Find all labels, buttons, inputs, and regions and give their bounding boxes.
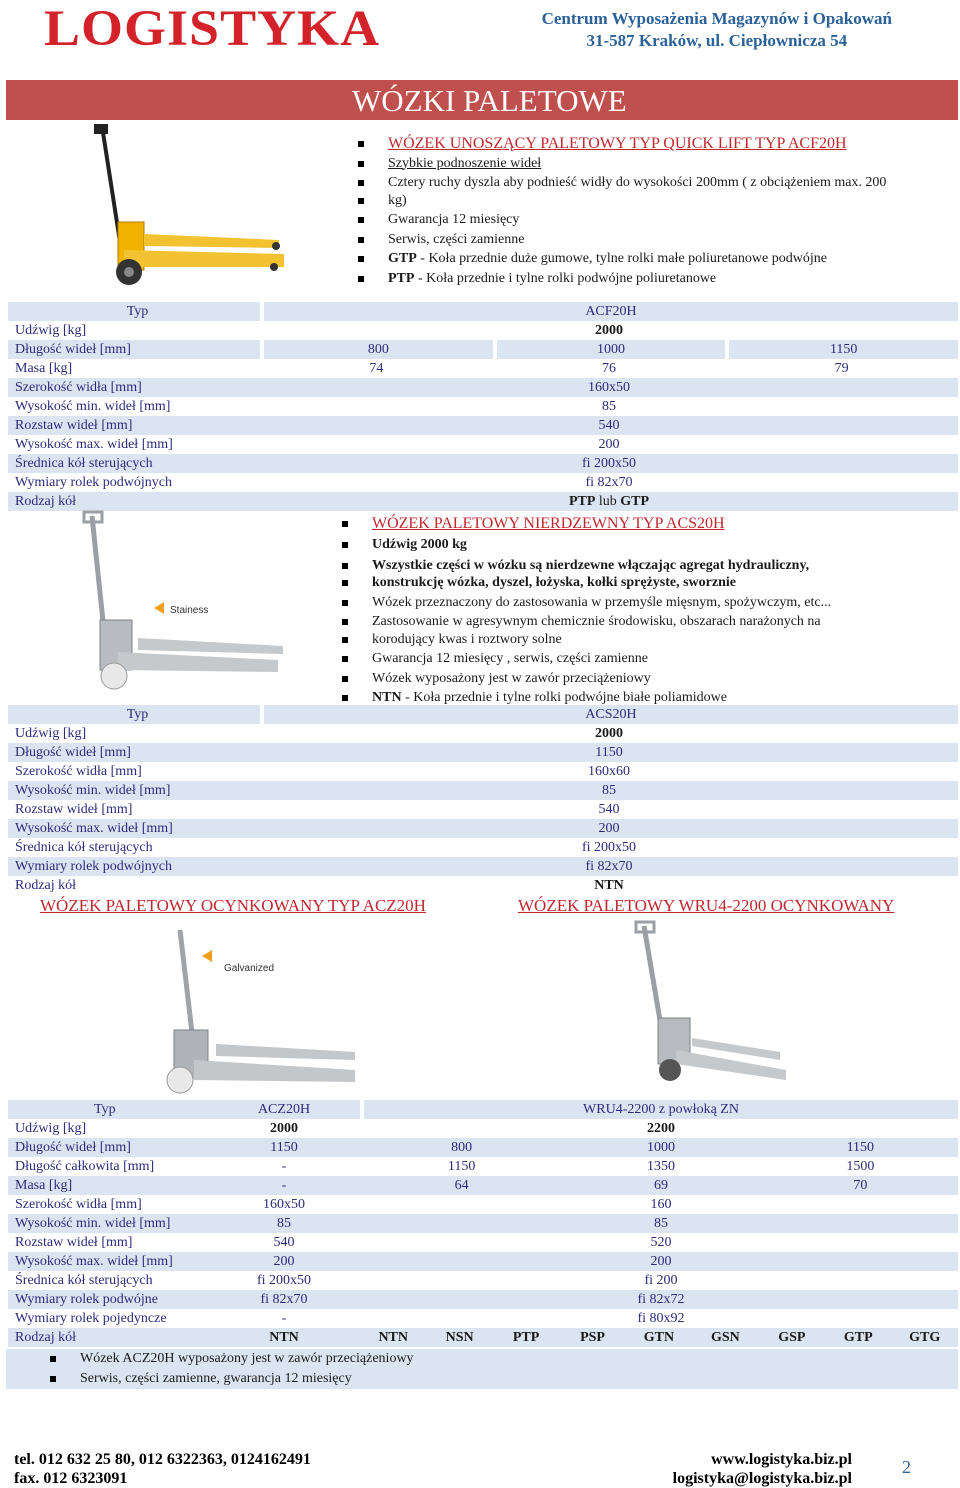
table-row — [8, 473, 958, 492]
company-logo — [44, 0, 390, 57]
table-row — [8, 724, 958, 743]
row-value: fi 200x50 — [581, 840, 637, 855]
list-item: Wózek ACZ20H wyposażony jest w zawór przeciążeniowy — [48, 1349, 928, 1369]
list-item: konstrukcję wózka, dyszel, łożyska, kołki sprężyste, sworznie — [340, 573, 956, 593]
page-title: WÓZKI PALETOWE — [352, 83, 627, 118]
wru-value: 200 — [650, 1254, 672, 1269]
row-value: 200 — [260, 819, 958, 838]
wheel-type: GTN — [643, 1330, 675, 1345]
table-row — [8, 1328, 958, 1347]
row-value: 85 — [602, 399, 616, 414]
row-value: 160x50 — [260, 378, 958, 397]
footer-phone: tel. 012 632 25 80, 012 6322363, 0124162491 — [14, 1451, 311, 1468]
table-row — [8, 705, 958, 724]
row-label: Rozstaw wideł [mm] — [15, 1235, 133, 1250]
table-header-value: ACS20H — [264, 705, 958, 724]
wru4-title: WÓZEK PALETOWY WRU4-2200 OCYNKOWANY — [518, 896, 895, 915]
row-label: Średnica kół sterujących — [15, 840, 153, 855]
row-value: 2000 — [595, 726, 623, 741]
row-label: Rozstaw wideł [mm] — [15, 802, 133, 817]
galvanized-label: Galvanized — [224, 963, 275, 974]
row-value: 540 — [260, 416, 958, 435]
table-row — [8, 1290, 958, 1309]
table-row — [8, 359, 958, 378]
list-item: GTP - Koła przednie duże gumowe, tylne rolki małe poliuretanowe podwójne — [356, 249, 956, 269]
row-value: 74 — [369, 361, 384, 376]
table-row — [8, 1309, 958, 1328]
row-label: Rodzaj kół — [15, 878, 77, 893]
list-item: Gwarancja 12 miesięcy , serwis, części zamienne — [340, 649, 956, 669]
row-label: Masa [kg] — [15, 361, 73, 376]
acs20h-stainless-truck-image — [78, 510, 288, 692]
acz-value: fi 200x50 — [256, 1273, 312, 1288]
list-item: Serwis, części zamienne, gwarancja 12 miesięcy — [48, 1369, 928, 1389]
footer-contact — [14, 1450, 311, 1488]
table-row — [8, 1214, 958, 1233]
row-label: Wysokość max. wideł [mm] — [15, 437, 173, 452]
wru-value: 1000 — [646, 1140, 675, 1155]
table-header-acz: ACZ20H — [208, 1100, 360, 1119]
table-row — [8, 781, 958, 800]
row-label: Wymiary rolek pojedyncze — [15, 1311, 167, 1326]
row-label: Wysokość min. wideł [mm] — [15, 399, 171, 414]
row-value: 79 — [834, 361, 849, 376]
list-item: Szybkie podnoszenie wideł — [356, 154, 956, 174]
footer-web — [668, 1450, 852, 1488]
row-label: Długość wideł [mm] — [8, 340, 260, 359]
row-label: Średnica kół sterujących — [8, 454, 260, 473]
table-row — [8, 876, 958, 895]
acs20h-spec-table — [8, 705, 958, 895]
wheel-type: NTN — [378, 1330, 408, 1345]
acf20h-features — [356, 134, 956, 288]
page-banner — [6, 80, 958, 120]
row-label: Rodzaj kół — [8, 492, 260, 511]
table-row — [8, 762, 958, 781]
table-row — [8, 1195, 958, 1214]
table-row — [8, 1100, 958, 1119]
row-label: Wymiary rolek podwójnych — [8, 857, 260, 876]
table-row — [8, 800, 958, 819]
table-row — [8, 397, 958, 416]
list-item: WÓZEK UNOSZĄCY PALETOWY TYP QUICK LIFT TYP ACF20H — [356, 134, 956, 154]
list-item: Wózek wyposażony jest w zawór przeciążeniowy — [340, 669, 956, 689]
company-address: 31-587 Kraków, ul. Ciepłownicza 54 — [586, 31, 848, 50]
row-label: Wymiary rolek podwójne — [15, 1292, 159, 1307]
row-label: Udźwig [kg] — [15, 726, 87, 741]
list-item: WÓZEK PALETOWY NIERDZEWNY TYP ACS20H — [340, 514, 956, 534]
page-number: 2 — [902, 1457, 911, 1477]
table-row — [8, 416, 958, 435]
row-label: Długość wideł [mm] — [15, 1140, 131, 1155]
wru-value: 70 — [853, 1178, 868, 1193]
list-item: Serwis, części zamienne — [356, 230, 956, 250]
table-header-value: ACF20H — [264, 302, 958, 321]
table-row — [8, 838, 958, 857]
row-label: Wysokość min. wideł [mm] — [15, 1216, 171, 1231]
row-label: Długość wideł [mm] — [8, 743, 260, 762]
acz-value: - — [281, 1311, 287, 1326]
row-value: 76 — [602, 361, 616, 376]
row-value: 200 — [598, 437, 620, 452]
row-value: PTP lub GTP — [260, 492, 958, 511]
table-row — [8, 819, 958, 838]
list-item: Wózek przeznaczony do zastosowania w przemyśle mięsnym, spożywczym, etc... — [340, 593, 956, 613]
row-value: 800 — [264, 340, 493, 359]
table-header-wru: WRU4-2200 z powłoką ZN — [364, 1100, 958, 1119]
row-value: 1150 — [729, 340, 958, 359]
wru-value: 1150 — [447, 1159, 476, 1174]
row-label: Masa [kg] — [15, 1178, 73, 1193]
wru-value: 69 — [653, 1178, 668, 1193]
table-row — [8, 435, 958, 454]
acz20h-notes — [48, 1349, 928, 1388]
row-value: NTN — [594, 878, 624, 893]
row-value: fi 200x50 — [260, 454, 958, 473]
wru-value: 520 — [650, 1235, 672, 1250]
row-value: 1000 — [497, 340, 726, 359]
row-label: Szerokość widła [mm] — [15, 764, 142, 779]
acz20h-title: WÓZEK PALETOWY OCYNKOWANY TYP ACZ20H — [40, 896, 426, 915]
wru-value: fi 200 — [644, 1273, 678, 1288]
row-label: Udźwig [kg] — [15, 323, 87, 338]
row-label: Rozstaw wideł [mm] — [8, 416, 260, 435]
table-header-label: Typ — [8, 302, 260, 321]
wru-value: 2200 — [647, 1121, 675, 1136]
table-row — [8, 1138, 958, 1157]
wheel-type: PSP — [580, 1330, 605, 1345]
acz-value: 540 — [273, 1235, 295, 1250]
table-row — [8, 1176, 958, 1195]
company-name: Centrum Wyposażenia Magazynów i Opakowań — [541, 9, 892, 28]
row-label: Wysokość min. wideł [mm] — [8, 781, 260, 800]
list-item: korodujący kwas i roztwory solne — [340, 630, 956, 650]
table-row — [8, 492, 958, 511]
table-row — [8, 1271, 958, 1290]
wheel-type: PTP — [512, 1330, 540, 1345]
acz20h-galvanized-truck-image — [150, 920, 360, 1100]
table-header-label: Typ — [8, 705, 260, 724]
wheel-type: GTP — [843, 1330, 873, 1345]
row-label: Udźwig [kg] — [15, 1121, 87, 1136]
row-label: Szerokość widła [mm] — [8, 378, 260, 397]
row-value: 2000 — [595, 323, 623, 338]
footer-fax: fax. 012 6323091 — [14, 1470, 128, 1487]
row-value: fi 82x70 — [585, 475, 633, 490]
wru-value: 1350 — [646, 1159, 675, 1174]
table-row — [8, 743, 958, 762]
wheel-type: NTN — [269, 1330, 299, 1345]
row-label: Rodzaj kół — [15, 1330, 77, 1345]
list-item: Udźwig 2000 kg — [340, 535, 956, 555]
table-row — [8, 302, 958, 321]
row-value: 160x60 — [588, 764, 630, 779]
table-row — [8, 1119, 958, 1138]
acs20h-features — [340, 514, 956, 708]
wru-value: fi 82x72 — [637, 1292, 685, 1307]
wru-value: 800 — [451, 1140, 473, 1155]
wheel-type: GTG — [909, 1330, 941, 1345]
list-item: Wszystkie części w wózku są nierdzewne włączając agregat hydrauliczny, — [340, 556, 956, 576]
acz-value: 2000 — [270, 1121, 298, 1136]
acz-value: 85 — [277, 1216, 291, 1231]
table-row — [8, 321, 958, 340]
list-item: Cztery ruchy dyszla aby podnieść widły do wysokości 200mm ( z obciążeniem max. 200 — [356, 173, 956, 193]
company-info — [542, 8, 892, 52]
row-value: 85 — [260, 781, 958, 800]
acf20h-spec-table — [8, 302, 958, 511]
acz-value: fi 82x70 — [260, 1292, 308, 1307]
wru-value: 160 — [650, 1197, 672, 1212]
list-item: NTN - Koła przednie i tylne rolki podwójne białe poliamidowe — [340, 688, 956, 708]
row-label: Średnica kół sterujących — [15, 1273, 153, 1288]
footer-email-link[interactable]: logistyka@logistyka.biz.pl — [672, 1470, 852, 1487]
wru-value: 1150 — [846, 1140, 875, 1155]
row-label: Wysokość max. wideł [mm] — [15, 1254, 173, 1269]
acz-value: 200 — [273, 1254, 295, 1269]
table-row — [8, 454, 958, 473]
row-value: fi 82x70 — [260, 857, 958, 876]
table-row — [8, 340, 958, 359]
wheel-type: GSN — [711, 1330, 740, 1345]
wheel-type: NSN — [445, 1330, 474, 1345]
table-row — [8, 1157, 958, 1176]
stainless-label: Stainess — [170, 605, 209, 616]
wru-value: fi 80x92 — [637, 1311, 685, 1326]
wru-value: 85 — [654, 1216, 668, 1231]
list-item: PTP - Koła przednie i tylne rolki podwójne poliuretanowe — [356, 269, 956, 289]
table-row — [8, 1233, 958, 1252]
table-header-label: Typ — [8, 1100, 208, 1119]
acz-table-body — [8, 1119, 958, 1328]
logo-text: LOGISTYKA — [44, 0, 381, 57]
table-row — [8, 857, 958, 876]
table-row — [8, 1252, 958, 1271]
list-item: kg) — [356, 191, 956, 211]
row-label: Długość całkowita [mm] — [15, 1159, 155, 1174]
wru4-pallet-truck-image — [630, 920, 790, 1096]
row-label: Wymiary rolek podwójnych — [15, 475, 173, 490]
row-label: Wysokość max. wideł [mm] — [8, 819, 260, 838]
acz-value: - — [281, 1159, 287, 1174]
wru-value: 64 — [454, 1178, 469, 1193]
acz-value: 1150 — [270, 1140, 298, 1155]
acz-value: - — [281, 1178, 287, 1193]
footer-website-link[interactable]: www.logistyka.biz.pl — [711, 1451, 852, 1468]
row-value: 540 — [598, 802, 620, 817]
acf20h-pallet-truck-image — [84, 122, 289, 300]
list-item: Gwarancja 12 miesięcy — [356, 210, 956, 230]
row-value: 1150 — [260, 743, 958, 762]
wru-value: 1500 — [846, 1159, 875, 1174]
table-row — [8, 378, 958, 397]
notes-box — [6, 1349, 958, 1389]
acz-value: 160x50 — [263, 1197, 305, 1212]
list-item: Zastosowanie w agresywnym chemicznie środowisku, obszarach narażonych na — [340, 612, 956, 632]
wheel-type: GSP — [778, 1330, 806, 1345]
row-label: Szerokość widła [mm] — [15, 1197, 142, 1212]
acz20h-wru4-spec-table — [8, 1100, 958, 1347]
